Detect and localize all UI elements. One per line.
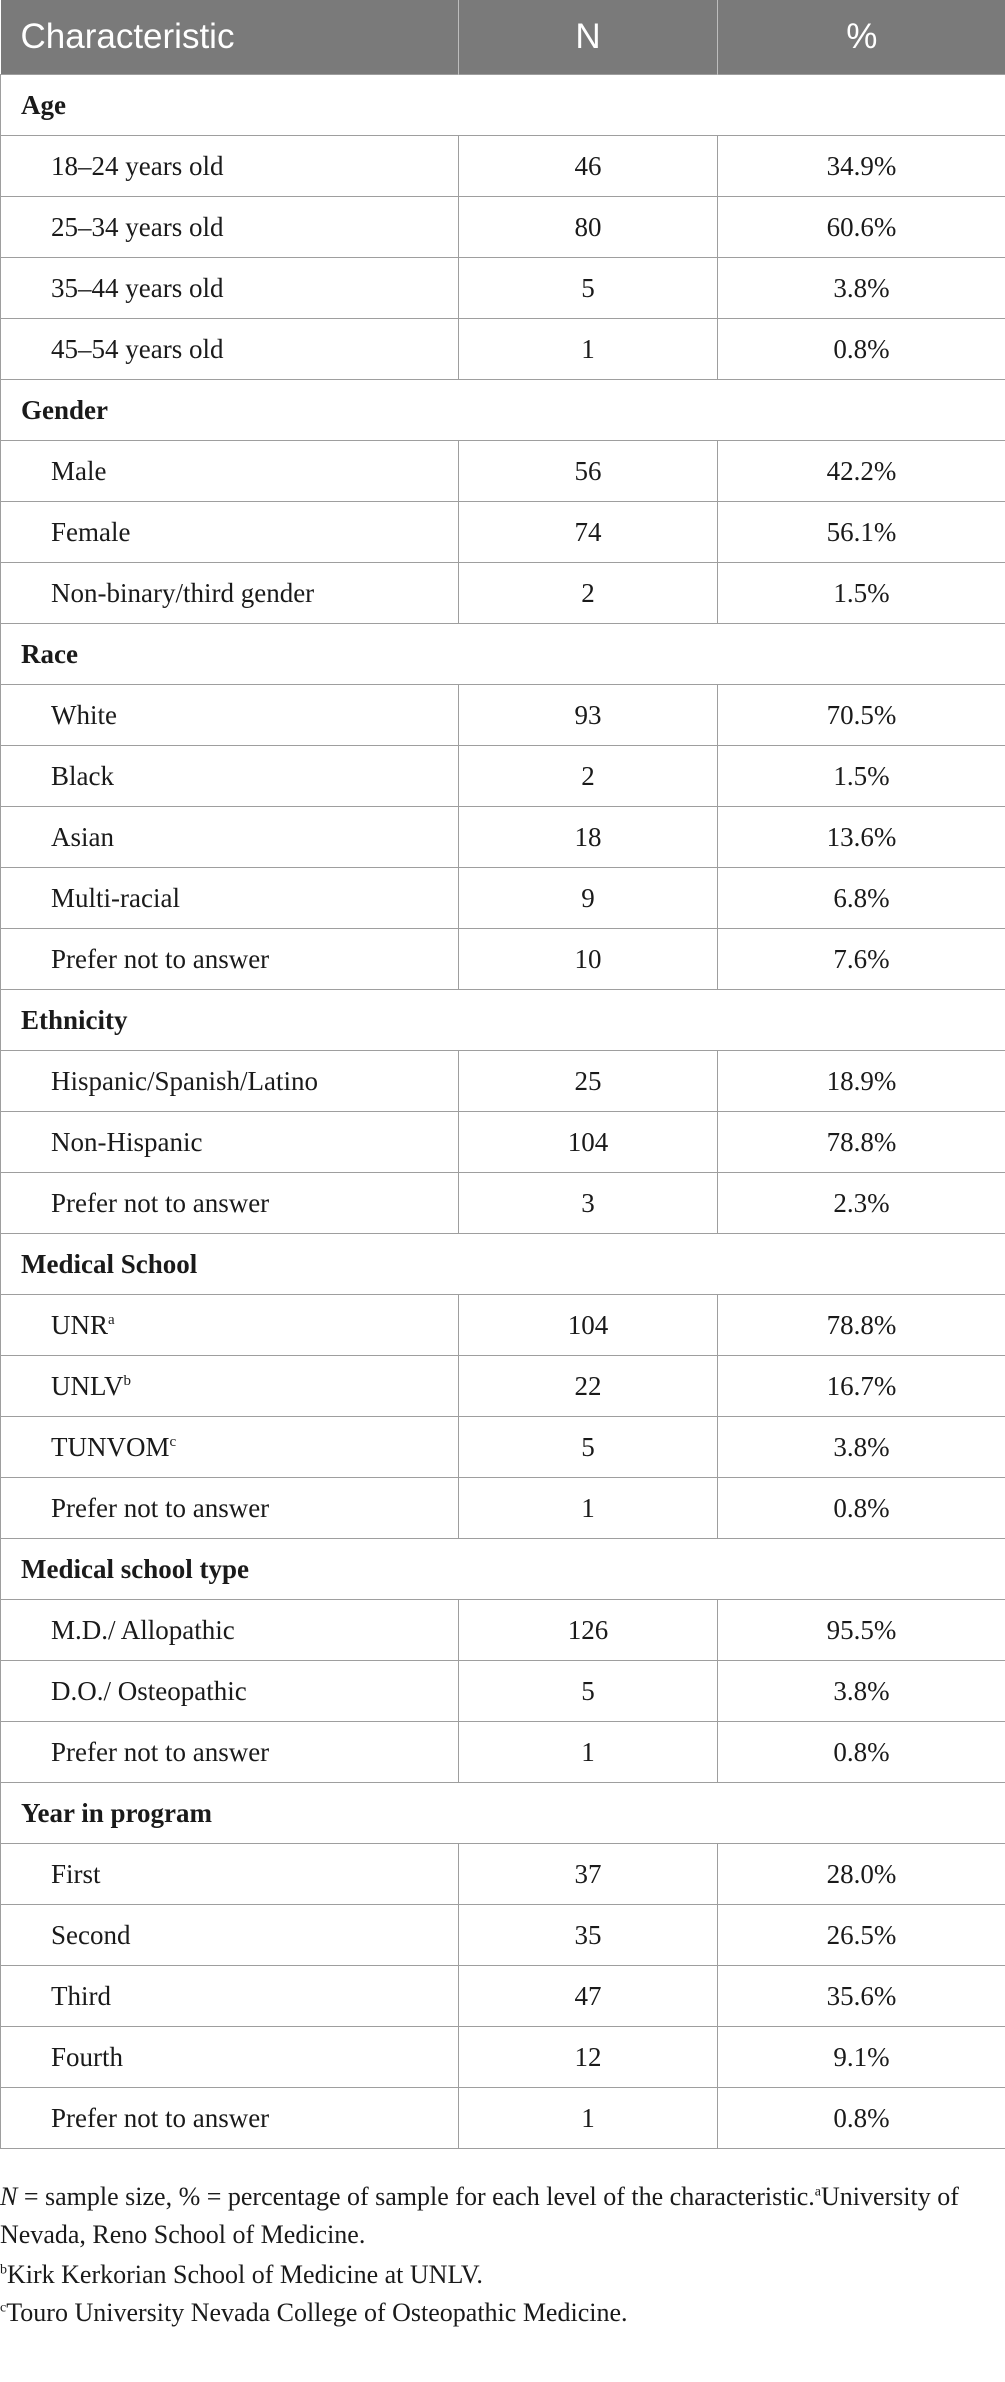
row-n: 104 [459, 1112, 718, 1173]
table-row [1, 258, 1005, 319]
row-percent: 0.8% [718, 1722, 1005, 1783]
row-percent: 1.5% [718, 563, 1005, 624]
row-n: 10 [459, 929, 718, 990]
row-label: White [1, 685, 459, 746]
row-n: 74 [459, 502, 718, 563]
row-percent: 78.8% [718, 1112, 1005, 1173]
row-label: 45–54 years old [1, 319, 459, 380]
row-label: Asian [1, 807, 459, 868]
row-percent: 3.8% [718, 1417, 1005, 1478]
row-percent: 0.8% [718, 2088, 1005, 2149]
table-row [1, 1844, 1005, 1905]
row-percent: 34.9% [718, 136, 1005, 197]
row-percent: 3.8% [718, 258, 1005, 319]
category-row-school-type [1, 1539, 1005, 1600]
n-symbol: N [0, 2182, 18, 2211]
row-label: Non-binary/third gender [1, 563, 459, 624]
table-row [1, 807, 1005, 868]
row-label: Prefer not to answer [1, 1722, 459, 1783]
row-n: 35 [459, 1905, 718, 1966]
header-n: N [459, 0, 718, 75]
row-label: Black [1, 746, 459, 807]
row-n: 5 [459, 258, 718, 319]
row-n: 46 [459, 136, 718, 197]
table-row [1, 1600, 1005, 1661]
table-row [1, 441, 1005, 502]
category-row-race [1, 624, 1005, 685]
header-percent: % [718, 0, 1005, 75]
category-label: Ethnicity [1, 990, 1005, 1051]
row-label: 35–44 years old [1, 258, 459, 319]
table-row [1, 319, 1005, 380]
footnote-c [0, 2294, 990, 2332]
footnote-marker-a: a [814, 2184, 821, 2200]
footnote-a-text: University of Nevada, Reno School of Medicine. [0, 2182, 959, 2249]
row-n: 5 [459, 1661, 718, 1722]
category-label: Medical School [1, 1234, 1005, 1295]
row-percent: 60.6% [718, 197, 1005, 258]
row-n: 56 [459, 441, 718, 502]
row-percent: 6.8% [718, 868, 1005, 929]
row-n: 104 [459, 1295, 718, 1356]
row-n: 126 [459, 1600, 718, 1661]
table-row [1, 2027, 1005, 2088]
row-percent: 16.7% [718, 1356, 1005, 1417]
table-row [1, 1661, 1005, 1722]
category-row-medical-school [1, 1234, 1005, 1295]
row-percent: 13.6% [718, 807, 1005, 868]
row-n: 37 [459, 1844, 718, 1905]
row-n: 1 [459, 2088, 718, 2149]
row-percent: 42.2% [718, 441, 1005, 502]
n-definition: = sample size, % = percentage of sample for each level of the characteristic. [17, 2182, 815, 2211]
table-row [1, 1112, 1005, 1173]
footnote-c-text: Touro University Nevada College of Osteopathic Medicine. [6, 2298, 628, 2327]
table-header-row [1, 0, 1005, 75]
school-name: UNLV [51, 1370, 124, 1401]
row-n: 2 [459, 746, 718, 807]
row-label: Prefer not to answer [1, 929, 459, 990]
row-percent: 35.6% [718, 1966, 1005, 2027]
row-n: 2 [459, 563, 718, 624]
row-n: 1 [459, 1722, 718, 1783]
row-percent: 78.8% [718, 1295, 1005, 1356]
row-label [1, 1356, 459, 1417]
row-label: Female [1, 502, 459, 563]
row-n: 93 [459, 685, 718, 746]
row-label: 25–34 years old [1, 197, 459, 258]
category-label: Medical school type [1, 1539, 1005, 1600]
row-label: Fourth [1, 2027, 459, 2088]
school-name: UNR [51, 1309, 109, 1340]
row-percent: 26.5% [718, 1905, 1005, 1966]
footnote-definitions [0, 2178, 990, 2254]
category-label: Race [1, 624, 1005, 685]
category-label: Age [1, 75, 1005, 136]
row-label: Hispanic/Spanish/Latino [1, 1051, 459, 1112]
row-percent: 70.5% [718, 685, 1005, 746]
row-label: Prefer not to answer [1, 1478, 459, 1539]
row-percent: 3.8% [718, 1661, 1005, 1722]
row-label: Male [1, 441, 459, 502]
footnote-marker-b: b [0, 2262, 7, 2278]
row-label: Non-Hispanic [1, 1112, 459, 1173]
table-row [1, 197, 1005, 258]
row-n: 25 [459, 1051, 718, 1112]
school-name: TUNVOM [51, 1431, 170, 1462]
table-row [1, 2088, 1005, 2149]
table-row [1, 1417, 1005, 1478]
row-n: 9 [459, 868, 718, 929]
row-n: 5 [459, 1417, 718, 1478]
category-row-age [1, 75, 1005, 136]
row-label: First [1, 1844, 459, 1905]
row-n: 18 [459, 807, 718, 868]
category-row-year [1, 1783, 1005, 1844]
row-label: M.D./ Allopathic [1, 1600, 459, 1661]
footnote-marker: b [123, 1372, 132, 1389]
table-row [1, 685, 1005, 746]
row-percent: 28.0% [718, 1844, 1005, 1905]
row-percent: 95.5% [718, 1600, 1005, 1661]
table-row [1, 1905, 1005, 1966]
category-label: Gender [1, 380, 1005, 441]
row-label [1, 1295, 459, 1356]
row-percent: 7.6% [718, 929, 1005, 990]
row-n: 80 [459, 197, 718, 258]
table-row [1, 1356, 1005, 1417]
table-row [1, 1966, 1005, 2027]
row-label: Prefer not to answer [1, 2088, 459, 2149]
footnote-marker: a [108, 1311, 115, 1328]
row-n: 22 [459, 1356, 718, 1417]
table-row [1, 563, 1005, 624]
row-label: Prefer not to answer [1, 1173, 459, 1234]
table-row [1, 1173, 1005, 1234]
row-percent: 9.1% [718, 2027, 1005, 2088]
row-n: 1 [459, 319, 718, 380]
row-label: 18–24 years old [1, 136, 459, 197]
table-row [1, 746, 1005, 807]
row-percent: 0.8% [718, 1478, 1005, 1539]
header-characteristic: Characteristic [1, 0, 459, 75]
row-label [1, 1417, 459, 1478]
table-row [1, 1295, 1005, 1356]
row-percent: 1.5% [718, 746, 1005, 807]
table-row [1, 1478, 1005, 1539]
row-label: D.O./ Osteopathic [1, 1661, 459, 1722]
table-row [1, 1051, 1005, 1112]
row-n: 47 [459, 1966, 718, 2027]
row-percent: 2.3% [718, 1173, 1005, 1234]
footnote-b-text: Kirk Kerkorian School of Medicine at UNLV. [7, 2260, 483, 2289]
row-label: Multi-racial [1, 868, 459, 929]
category-row-gender [1, 380, 1005, 441]
table-row [1, 929, 1005, 990]
row-label: Second [1, 1905, 459, 1966]
table-footnotes [0, 2178, 990, 2332]
category-label: Year in program [1, 1783, 1005, 1844]
row-n: 1 [459, 1478, 718, 1539]
category-row-ethnicity [1, 990, 1005, 1051]
table-row [1, 1722, 1005, 1783]
footnote-b [0, 2256, 990, 2294]
table-row [1, 502, 1005, 563]
row-percent: 18.9% [718, 1051, 1005, 1112]
table-row [1, 136, 1005, 197]
row-percent: 0.8% [718, 319, 1005, 380]
row-n: 12 [459, 2027, 718, 2088]
footnote-marker: c [169, 1433, 177, 1450]
footnote-marker-c: c [0, 2300, 7, 2316]
row-n: 3 [459, 1173, 718, 1234]
row-label: Third [1, 1966, 459, 2027]
table-row [1, 868, 1005, 929]
row-percent: 56.1% [718, 502, 1005, 563]
